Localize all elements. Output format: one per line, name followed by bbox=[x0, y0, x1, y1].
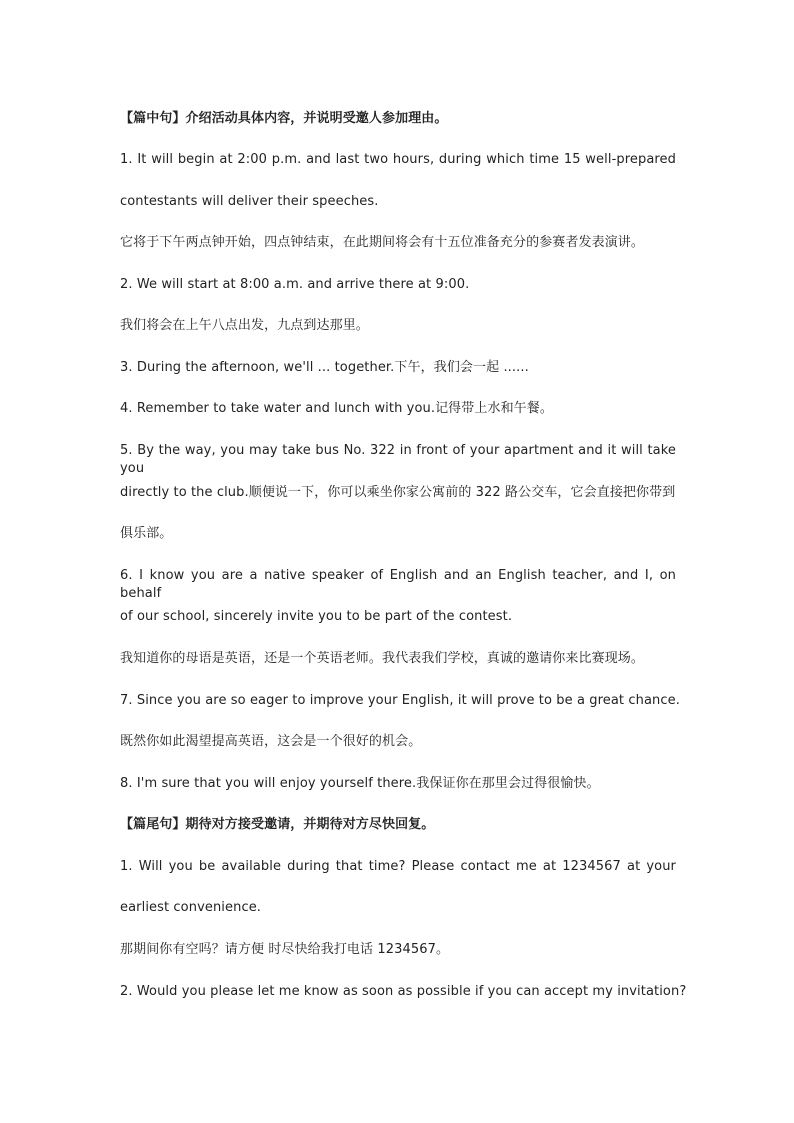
middle-line-14: 7. Since you are so eager to improve your English, it will prove to be a great chance. bbox=[120, 693, 680, 708]
end-line-2: earliest convenience. bbox=[120, 900, 262, 915]
middle-line-1: 1. It will begin at 2:00 p.m. and last two hours, during which time 15 well-prepared bbox=[120, 152, 676, 167]
section-heading-end: 【篇尾句】期待对方接受邀请，并期待对方尽快回复。 bbox=[120, 817, 435, 832]
middle-line-6: 3. During the afternoon, we'll ... together.下午，我们会一起 ...... bbox=[120, 360, 529, 375]
middle-line-9: directly to the club.顺便说一下，你可以乘坐你家公寓前的 322 路公交车，它会直接把你带到 bbox=[120, 485, 676, 500]
end-line-3: 那期间你有空吗？请方便 时尽快给我打电话 1234567。 bbox=[120, 942, 450, 957]
end-line-1: 1. Will you be available during that time? Please contact me at 1234567 at your bbox=[120, 859, 676, 874]
middle-line-5: 我们将会在上午八点出发，九点到达那里。 bbox=[120, 318, 369, 333]
middle-line-2: contestants will deliver their speeches. bbox=[120, 194, 379, 209]
middle-line-15: 既然你如此渴望提高英语，这会是一个很好的机会。 bbox=[120, 734, 422, 749]
end-line-4: 2. Would you please let me know as soon as possible if you can accept my invitation? bbox=[120, 984, 687, 999]
middle-line-7: 4. Remember to take water and lunch with you.记得带上水和午餐。 bbox=[120, 401, 553, 416]
middle-line-3: 它将于下午两点钟开始，四点钟结束，在此期间将会有十五位准备充分的参赛者发表演讲。 bbox=[120, 235, 645, 250]
middle-line-10: 俱乐部。 bbox=[120, 526, 173, 541]
middle-line-4: 2. We will start at 8:00 a.m. and arrive there at 9:00. bbox=[120, 277, 470, 292]
middle-line-12: of our school, sincerely invite you to be part of the contest. bbox=[120, 609, 513, 624]
section-heading-middle: 【篇中句】介绍活动具体内容，并说明受邀人参加理由。 bbox=[120, 111, 448, 126]
middle-line-11: 6. I know you are a native speaker of English and an English teacher, and I, on behalf bbox=[120, 568, 676, 601]
middle-line-8: 5. By the way, you may take bus No. 322 in front of your apartment and it will take you bbox=[120, 443, 676, 476]
middle-line-13: 我知道你的母语是英语，还是一个英语老师。我代表我们学校，真诚的邀请你来比赛现场。 bbox=[120, 651, 645, 666]
middle-line-16: 8. I'm sure that you will enjoy yourself there.我保证你在那里会过得很愉快。 bbox=[120, 776, 600, 791]
